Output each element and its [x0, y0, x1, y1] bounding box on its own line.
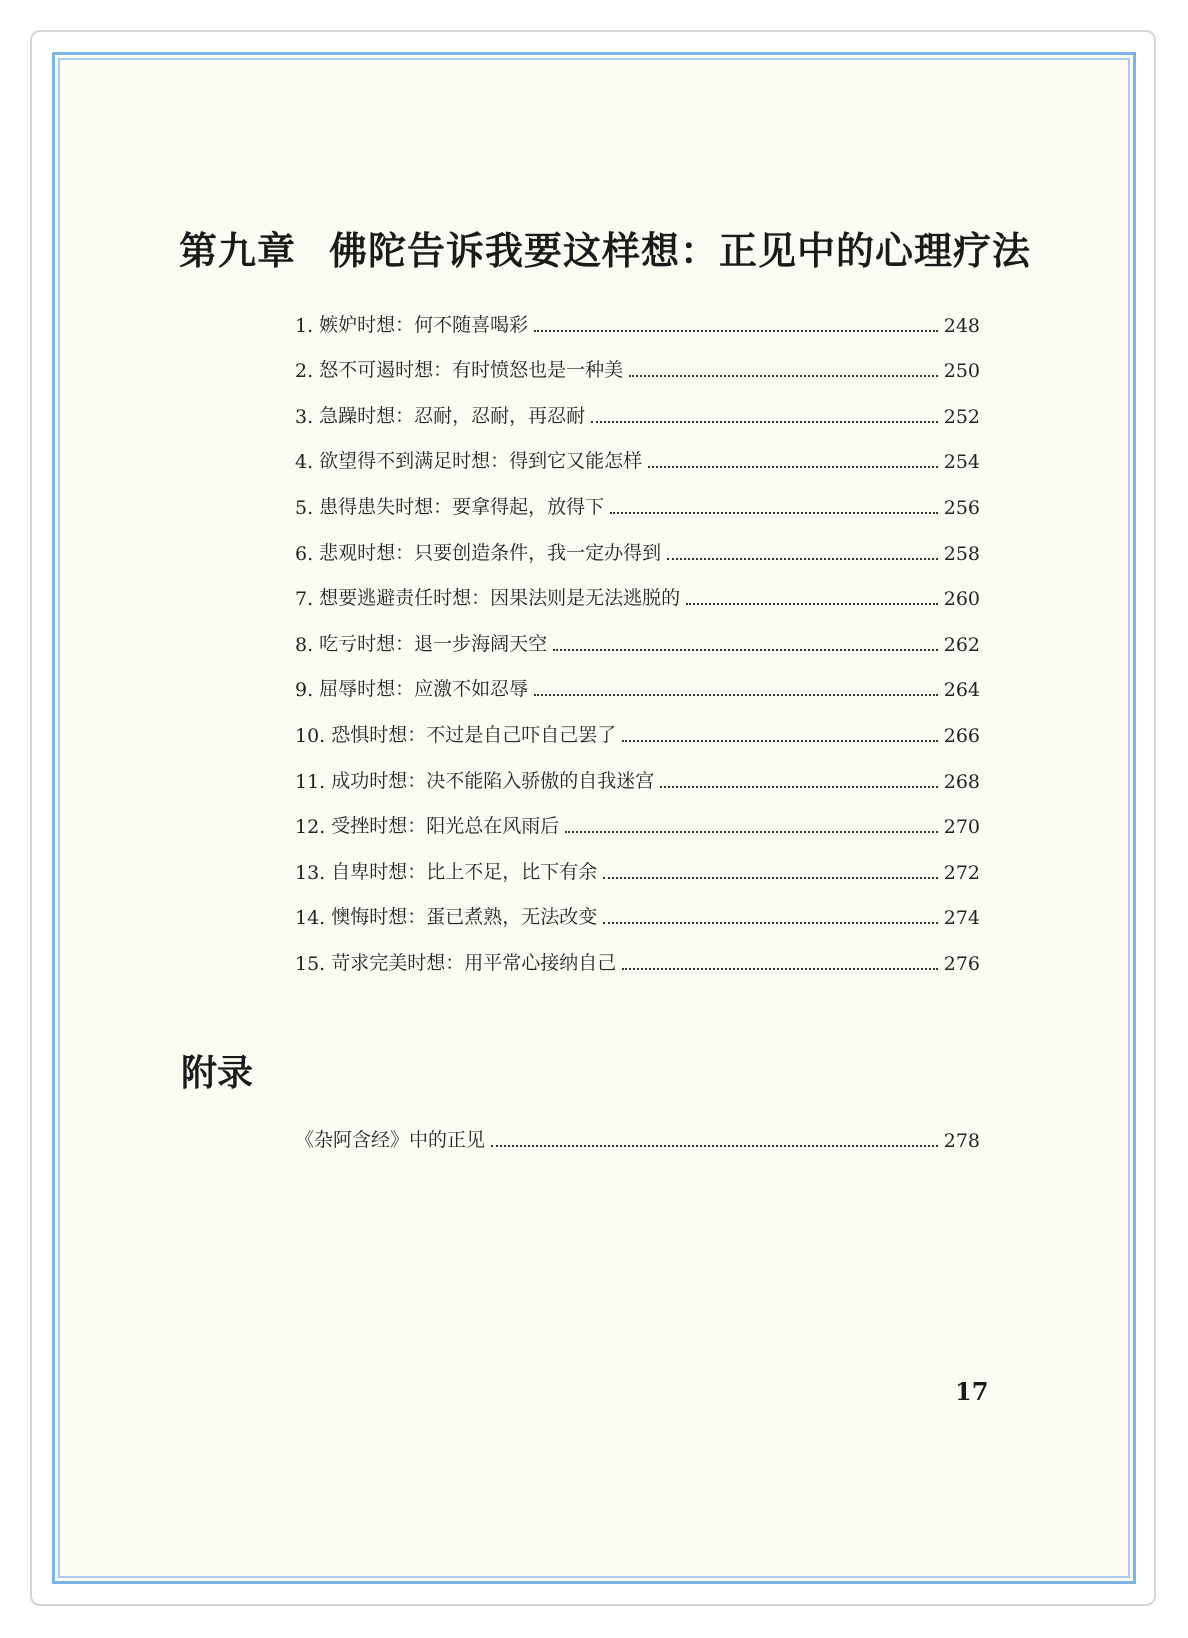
- toc-text: 屈辱时想：应激不如忍辱: [319, 678, 529, 701]
- toc-page: 274: [943, 907, 980, 930]
- toc-index: 4.: [295, 451, 314, 474]
- toc-leader: [534, 694, 938, 696]
- toc-text: 急躁时想：忍耐，忍耐，再忍耐: [319, 404, 586, 427]
- appendix-text: 《杂阿含经》中的正见: [295, 1129, 486, 1151]
- toc-text: 悲观时想：只要创造条件，我一定办得到: [319, 541, 662, 564]
- appendix-list: [295, 1107, 980, 1152]
- toc-entry[interactable]: [295, 337, 980, 383]
- toc-text: 患得患失时想：要拿得起，放得下: [319, 495, 605, 518]
- toc-index: 15.: [295, 952, 326, 975]
- toc-index: 2.: [295, 360, 314, 383]
- toc-page: 264: [943, 679, 980, 702]
- toc-leader: [591, 421, 938, 423]
- toc-index: 10.: [295, 724, 326, 747]
- toc-index: 13.: [295, 861, 326, 884]
- toc-entry[interactable]: [295, 610, 980, 656]
- toc-page: 270: [943, 816, 980, 839]
- appendix-leader: [491, 1145, 938, 1147]
- toc-page: 260: [943, 588, 980, 611]
- toc-entry[interactable]: [295, 291, 980, 337]
- toc-page: 262: [943, 633, 980, 656]
- toc-text: 懊悔时想：蛋已煮熟，无法改变: [331, 906, 598, 929]
- toc-leader: [648, 466, 938, 468]
- toc-leader: [603, 877, 938, 879]
- chapter-number: 第九章: [179, 229, 297, 273]
- toc-text: 苛求完美时想：用平常心接纳自己: [331, 951, 617, 974]
- toc-index: 12.: [295, 816, 326, 839]
- toc-index: 14.: [295, 907, 326, 930]
- toc-page: 258: [943, 542, 980, 565]
- toc-leader: [622, 968, 938, 970]
- toc-text: 欲望得不到满足时想：得到它又能怎样: [319, 450, 643, 473]
- page-number: 17: [955, 1377, 989, 1406]
- toc-leader: [534, 330, 938, 332]
- toc-leader: [603, 922, 938, 924]
- toc-page: 268: [943, 770, 980, 793]
- toc-text: 怒不可遏时想：有时愤怒也是一种美: [319, 359, 624, 382]
- toc-page: 250: [943, 360, 980, 383]
- toc-text: 吃亏时想：退一步海阔天空: [319, 632, 548, 655]
- toc-entry[interactable]: [295, 929, 980, 975]
- toc-text: 自卑时想：比上不足，比下有余: [331, 860, 598, 883]
- toc-text: 成功时想：决不能陷入骄傲的自我迷宫: [331, 769, 655, 792]
- toc-index: 5.: [295, 496, 314, 519]
- toc-index: 3.: [295, 405, 314, 428]
- toc-entry[interactable]: [295, 838, 980, 884]
- toc-leader: [622, 740, 938, 742]
- toc-index: 7.: [295, 588, 314, 611]
- toc-leader: [667, 558, 938, 560]
- toc-leader: [565, 831, 938, 833]
- toc-page: 256: [943, 496, 980, 519]
- toc-entry[interactable]: [295, 519, 980, 565]
- page-frame: [52, 52, 1136, 1584]
- toc-index: 1.: [295, 314, 314, 337]
- toc-index: 8.: [295, 633, 314, 656]
- toc-page: 272: [943, 861, 980, 884]
- toc-entry[interactable]: [295, 656, 980, 702]
- toc-leader: [629, 375, 938, 377]
- toc-text: 恐惧时想：不过是自己吓自己罢了: [331, 723, 617, 746]
- toc-leader: [553, 649, 938, 651]
- toc-entry[interactable]: [295, 701, 980, 747]
- toc-page: 276: [943, 952, 980, 975]
- toc-entry[interactable]: [295, 565, 980, 611]
- toc-entry[interactable]: [295, 428, 980, 474]
- toc-list: [295, 291, 980, 975]
- toc-text: 想要逃避责任时想：因果法则是无法逃脱的: [319, 587, 681, 610]
- chapter-heading: [179, 220, 1079, 275]
- toc-entry[interactable]: [295, 884, 980, 930]
- toc-entry[interactable]: [295, 382, 980, 428]
- toc-page: 248: [943, 314, 980, 337]
- appendix-page: 278: [943, 1130, 980, 1152]
- toc-index: 11.: [295, 770, 326, 793]
- toc-text: 嫉妒时想：何不随喜喝彩: [319, 313, 529, 336]
- toc-entry[interactable]: [295, 473, 980, 519]
- toc-page: 252: [943, 405, 980, 428]
- toc-page: 254: [943, 451, 980, 474]
- chapter-title: 佛陀告诉我要这样想：正见中的心理疗法: [329, 229, 1032, 273]
- toc-leader: [660, 786, 938, 788]
- toc-index: 9.: [295, 679, 314, 702]
- toc-entry[interactable]: [295, 793, 980, 839]
- toc-page: 266: [943, 724, 980, 747]
- toc-leader: [686, 603, 938, 605]
- toc-index: 6.: [295, 542, 314, 565]
- toc-entry[interactable]: [295, 747, 980, 793]
- toc-text: 受挫时想：阳光总在风雨后: [331, 815, 560, 838]
- appendix-entry[interactable]: [295, 1107, 980, 1152]
- toc-leader: [610, 512, 938, 514]
- appendix-heading: 附录: [181, 1053, 254, 1094]
